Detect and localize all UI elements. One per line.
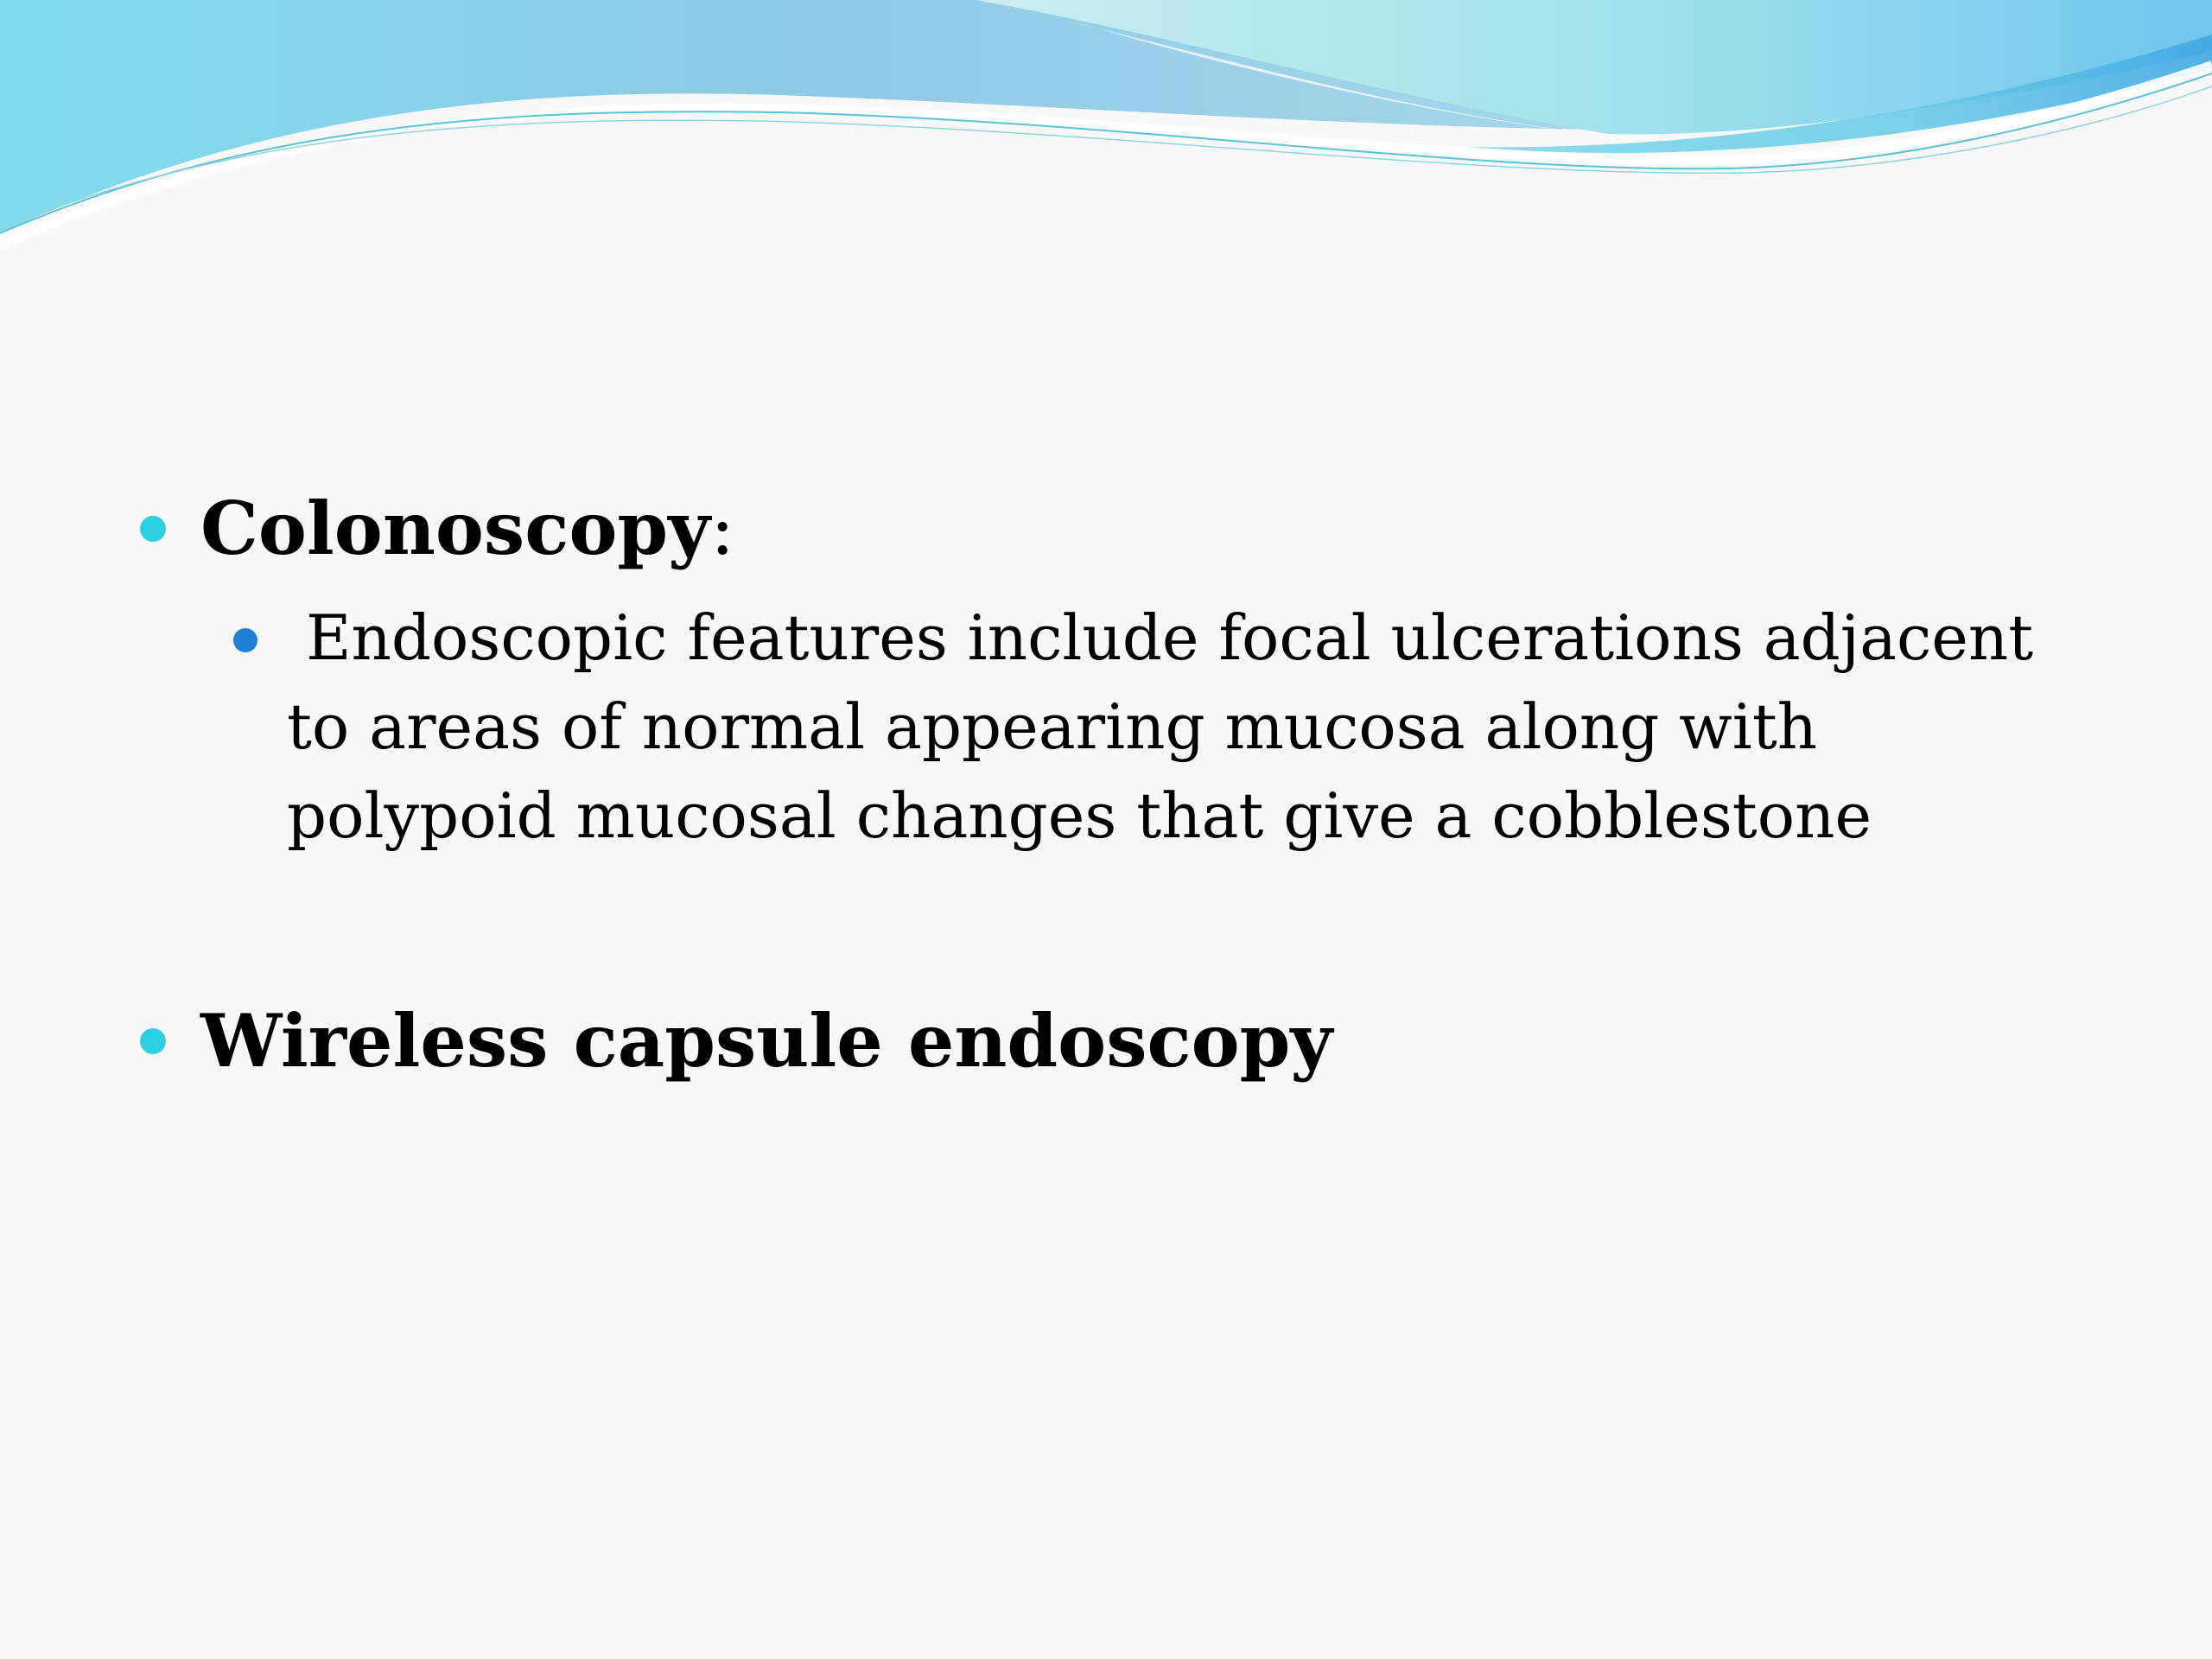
sub-bullet-text — [287, 594, 2119, 861]
heading-text: Wireless capsule endoscopy — [200, 998, 1333, 1084]
sub-bullet-dot-icon — [233, 628, 257, 652]
bullet-dot-icon — [140, 516, 166, 542]
sub-bullet-line: polypoid mucosal changes that give a cobblestone — [287, 779, 1872, 852]
sub-bullet-line: to areas of normal appearing mucosa along with — [287, 690, 1818, 763]
bullet-item-heading — [200, 998, 1332, 1084]
heading-suffix: : — [709, 486, 735, 571]
bullet-dot-icon — [140, 1028, 166, 1054]
heading-text: Colonoscopy — [200, 486, 710, 571]
bullet-item-heading — [200, 486, 734, 572]
sub-bullet-line: Endoscopic features include focal ulcerations adjacent — [306, 601, 2034, 674]
